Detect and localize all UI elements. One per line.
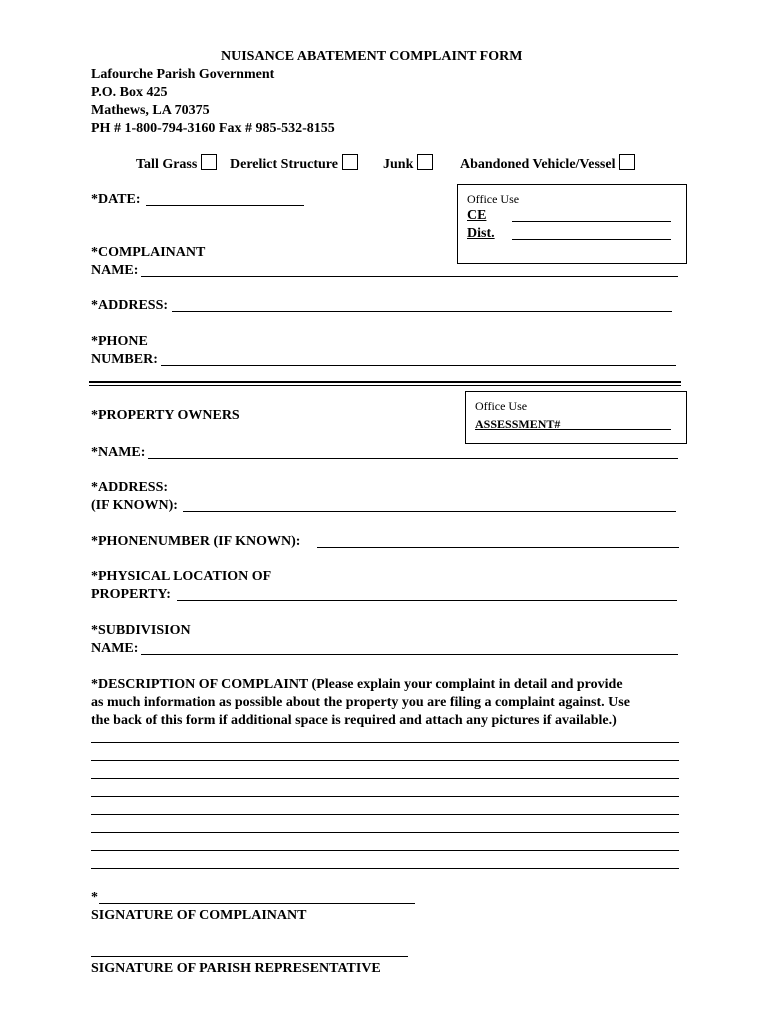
description-instructions-3: the back of this form if additional space is required and attach any pictures if available.) [91, 713, 617, 728]
org-name: Lafourche Parish Government [91, 67, 275, 82]
office-use-title: Office Use [475, 399, 528, 413]
date-field[interactable] [146, 205, 304, 206]
description-line[interactable] [91, 814, 679, 815]
description-line[interactable] [91, 760, 679, 761]
office-use-box [457, 184, 687, 264]
description-line[interactable] [91, 850, 679, 851]
description-line[interactable] [91, 832, 679, 833]
complainant-label: *COMPLAINANT [91, 245, 206, 260]
complainant-phone-field[interactable] [161, 365, 676, 366]
representative-signature-field[interactable] [91, 956, 408, 957]
complainant-signature-field[interactable] [99, 903, 415, 904]
complainant-address-field[interactable] [172, 311, 672, 312]
owner-address-field[interactable] [183, 511, 676, 512]
dist-label: Dist. [467, 226, 495, 241]
complainant-name-field[interactable] [141, 276, 678, 277]
assessment-label: ASSESSMENT# [475, 417, 561, 431]
complainant-name-label: NAME: [91, 263, 139, 278]
section-divider [89, 381, 681, 383]
assessment-field[interactable] [475, 429, 671, 430]
ce-label: CE [467, 208, 487, 223]
subdivision-label: *SUBDIVISION [91, 623, 191, 638]
description-line[interactable] [91, 742, 679, 743]
owner-name-label: *NAME: [91, 445, 146, 460]
date-label: *DATE: [91, 192, 141, 207]
org-city: Mathews, LA 70375 [91, 103, 210, 118]
category-label: Junk [383, 157, 414, 172]
complainant-signature-star: * [91, 890, 98, 905]
category-abandoned-vehicle[interactable] [460, 154, 635, 173]
tall-grass-checkbox[interactable] [201, 154, 217, 170]
complainant-phone-number-label: NUMBER: [91, 352, 158, 367]
section-divider-thin [89, 385, 681, 386]
description-line[interactable] [91, 796, 679, 797]
property-owners-label: *PROPERTY OWNERS [91, 408, 240, 423]
description-line[interactable] [91, 868, 679, 869]
abandoned-vehicle-checkbox[interactable] [619, 154, 635, 170]
description-instructions-2: as much information as possible about the property you are filing a complaint against. Use [91, 695, 630, 710]
physical-location-field[interactable] [177, 600, 677, 601]
physical-location-label: *PHYSICAL LOCATION OF [91, 569, 272, 584]
category-tall-grass[interactable] [136, 154, 217, 173]
office-use-assessment-box [465, 391, 687, 444]
org-phone-fax: PH # 1-800-794-3160 Fax # 985-532-8155 [91, 121, 335, 136]
subdivision-name-label: NAME: [91, 641, 139, 656]
org-po-box: P.O. Box 425 [91, 85, 168, 100]
description-instructions-1: *DESCRIPTION OF COMPLAINT (Please explain your complaint in detail and provide [91, 677, 623, 692]
junk-checkbox[interactable] [417, 154, 433, 170]
dist-field[interactable] [512, 239, 671, 240]
category-junk[interactable] [383, 154, 433, 173]
complainant-address-label: *ADDRESS: [91, 298, 169, 313]
category-label: Tall Grass [136, 157, 198, 172]
category-label: Abandoned Vehicle/Vessel [460, 157, 616, 172]
complainant-signature-label: SIGNATURE OF COMPLAINANT [91, 908, 307, 923]
owner-phone-label: *PHONENUMBER (IF KNOWN): [91, 534, 301, 549]
category-label: Derelict Structure [230, 157, 338, 172]
owner-name-field[interactable] [148, 458, 678, 459]
subdivision-name-field[interactable] [141, 654, 678, 655]
owner-address-ifknown-label: (IF KNOWN): [91, 498, 178, 513]
category-derelict-structure[interactable] [230, 154, 358, 173]
complainant-phone-label: *PHONE [91, 334, 148, 349]
office-use-title: Office Use [467, 192, 520, 206]
property-label: PROPERTY: [91, 587, 171, 602]
owner-address-label: *ADDRESS: [91, 480, 169, 495]
ce-field[interactable] [512, 221, 671, 222]
representative-signature-label: SIGNATURE OF PARISH REPRESENTATIVE [91, 961, 381, 976]
description-line[interactable] [91, 778, 679, 779]
form-title: NUISANCE ABATEMENT COMPLAINT FORM [221, 49, 523, 64]
owner-phone-field[interactable] [317, 547, 679, 548]
derelict-structure-checkbox[interactable] [342, 154, 358, 170]
